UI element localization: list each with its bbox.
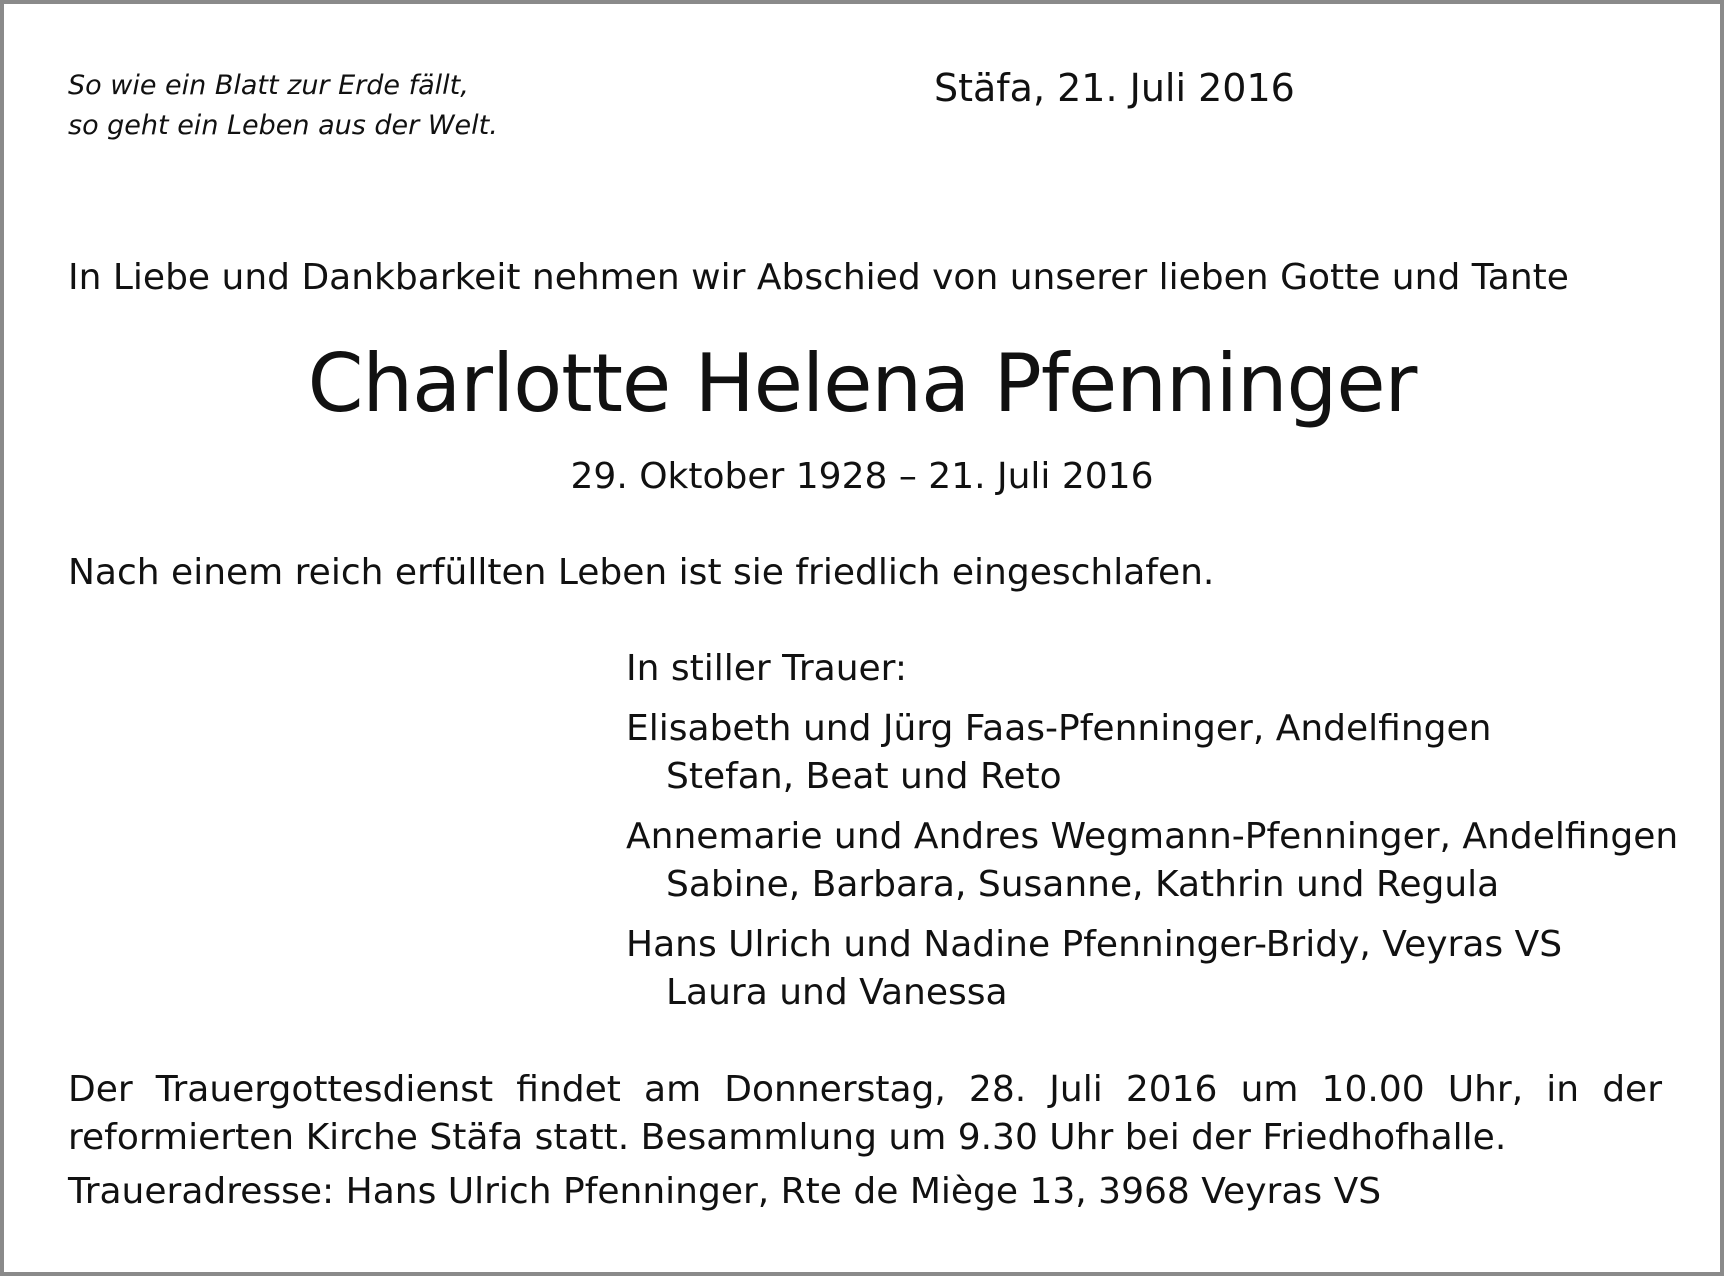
mourners-list [626,645,1678,1029]
service-announcement: Der Trauergottesdienst findet am Donnerstag, 28. Juli 2016 um 10.00 Uhr, in der reformierten Kirche Stäfa statt. Besammlung um 9.30 Uhr bei der Friedhofhalle. [68,1069,1662,1158]
family-entry [626,705,1678,801]
life-dates: 29. Oktober 1928 – 21. Juli 2016 [570,456,1154,497]
family-children: Stefan, Beat und Reto [666,756,1062,797]
mourners-heading: In stiller Trauer: [626,648,907,689]
family-entry [626,813,1678,909]
intro-text: In Liebe und Dankbarkeit nehmen wir Abschied von unserer lieben Gotte und Tante [68,257,1569,298]
family-children: Laura und Vanessa [666,972,1008,1013]
family-entry [626,921,1678,1017]
family-parents: Elisabeth und Jürg Faas-Pfenninger, Andelfingen [626,708,1492,749]
motto [68,66,498,146]
family-parents: Annemarie und Andres Wegmann-Pfenninger, Andelfingen [626,816,1679,857]
motto-line-2: so geht ein Leben aus der Welt. [68,110,498,141]
mourning-address: Traueradresse: Hans Ulrich Pfenninger, Rte de Miège 13, 3968 Veyras VS [68,1171,1382,1212]
motto-line-1: So wie ein Blatt zur Erde fällt, [68,70,469,101]
statement-text: Nach einem reich erfüllten Leben ist sie friedlich eingeschlafen. [68,552,1215,593]
place-date: Stäfa, 21. Juli 2016 [934,66,1295,110]
family-parents: Hans Ulrich und Nadine Pfenninger-Bridy, Veyras VS [626,924,1563,965]
family-children: Sabine, Barbara, Susanne, Kathrin und Regula [666,864,1500,905]
deceased-name: Charlotte Helena Pfenninger [307,337,1417,430]
